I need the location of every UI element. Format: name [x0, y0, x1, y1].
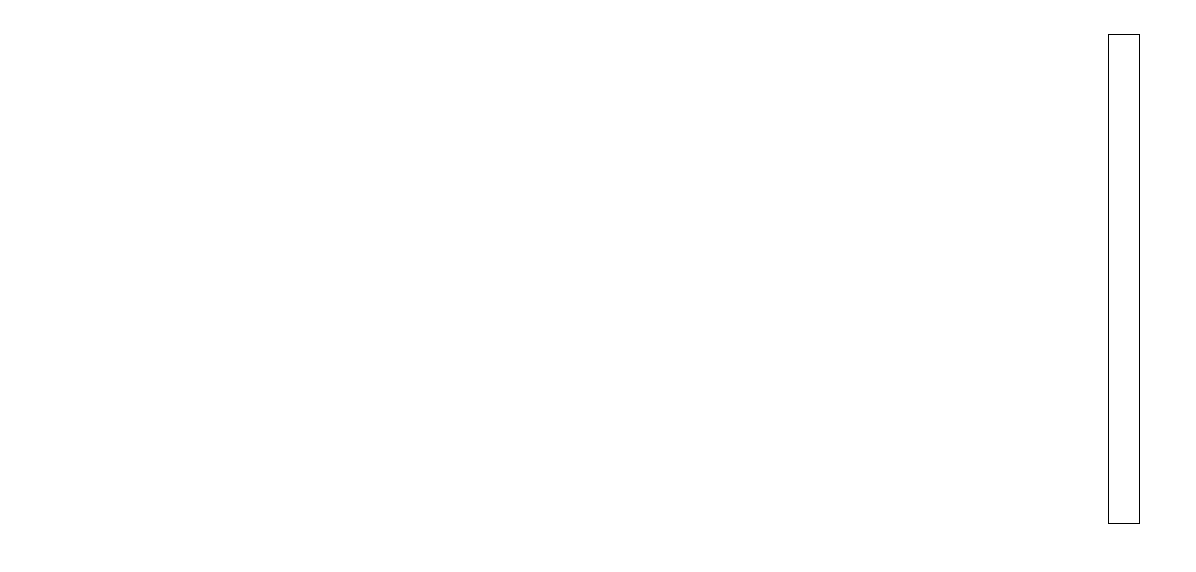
colorbar: [1108, 34, 1140, 524]
